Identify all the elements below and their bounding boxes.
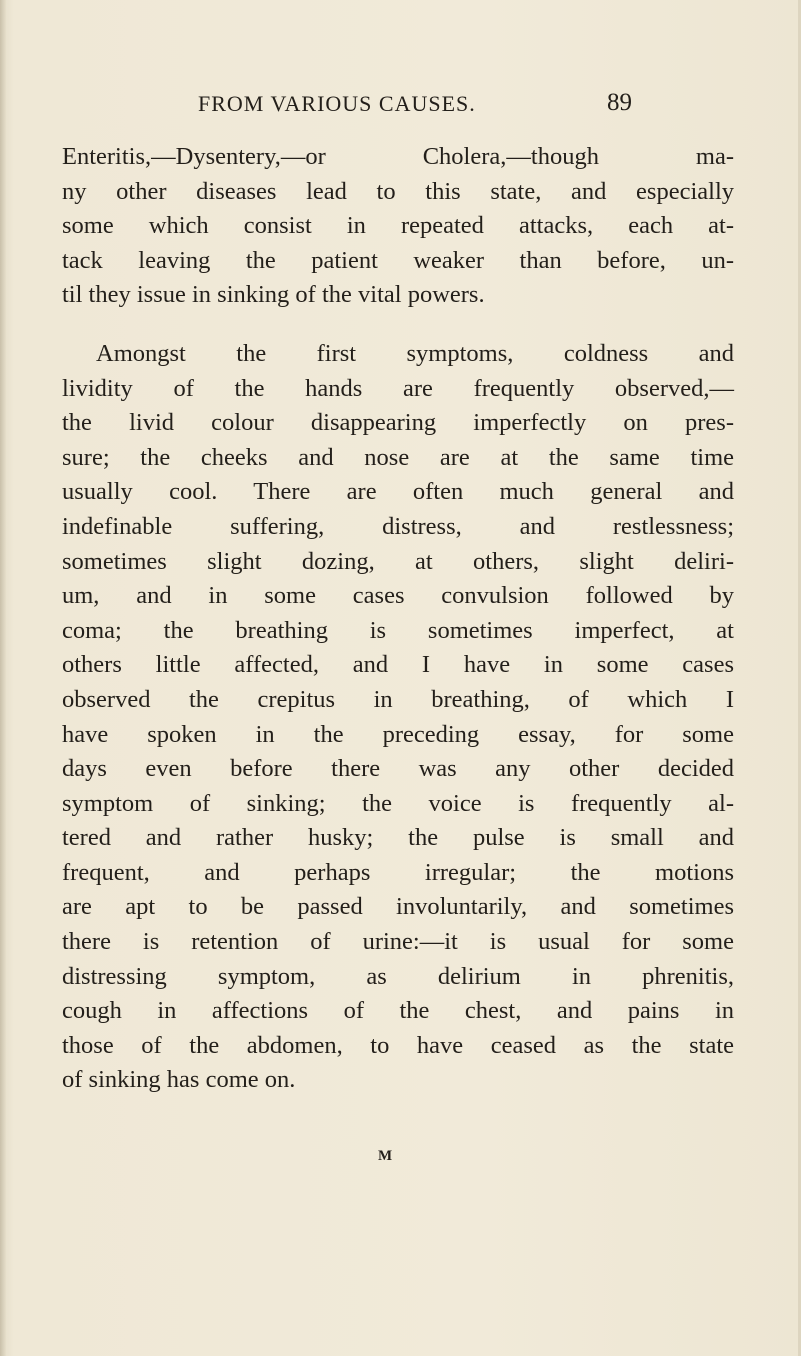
page-gutter-edge xyxy=(0,0,6,1356)
text-line: are apt to be passed involuntarily, and sometimes xyxy=(62,893,734,921)
running-title: FROM VARIOUS CAUSES. xyxy=(198,91,476,116)
text-line: frequent, and perhaps irregular; the motions xyxy=(62,858,734,886)
text-line: there is retention of urine:—it is usual for some xyxy=(62,928,734,956)
paragraph-1 xyxy=(62,140,734,313)
running-head xyxy=(100,91,740,123)
text-line: symptom of sinking; the voice is frequently al- xyxy=(62,789,734,817)
text-line: um, and in some cases convulsion followed by xyxy=(62,582,734,610)
text-line: coma; the breathing is sometimes imperfect, at xyxy=(62,616,734,644)
text-line: distressing symptom, as delirium in phrenitis, xyxy=(62,962,734,990)
text-line: Enteritis,—Dysentery,—or Cholera,—though ma- xyxy=(62,143,734,170)
text-line: have spoken in the preceding essay, for some xyxy=(62,720,734,748)
text-line: those of the abdomen, to have ceased as the state xyxy=(62,1031,734,1059)
body-text xyxy=(62,140,734,1098)
text-line: til they issue in sinking of the vital powers. xyxy=(62,281,485,309)
text-line: ny other diseases lead to this state, and especially xyxy=(62,177,734,205)
text-line: cough in affections of the chest, and pains in xyxy=(62,997,734,1025)
text-line: tered and rather husky; the pulse is small and xyxy=(62,824,734,852)
text-line: others little affected, and I have in some cases xyxy=(62,651,734,679)
paragraph-gap xyxy=(62,313,734,337)
text-line: tack leaving the patient weaker than before, un- xyxy=(62,246,734,274)
text-line: usually cool. There are often much general and xyxy=(62,478,734,506)
text-line: observed the crepitus in breathing, of which I xyxy=(62,685,734,713)
signature-mark: M xyxy=(378,1148,394,1164)
paragraph-2 xyxy=(62,337,734,1098)
text-line: sure; the cheeks and nose are at the same time xyxy=(62,443,734,471)
text-line: lividity of the hands are frequently observed,— xyxy=(62,374,734,402)
page-number: 89 xyxy=(607,89,632,116)
text-line: Amongst the first symptoms, coldness and xyxy=(96,339,734,367)
text-line: indefinable suffering, distress, and restlessness; xyxy=(62,512,734,540)
text-line: the livid colour disappearing imperfectly on pres- xyxy=(62,409,734,437)
text-line: days even before there was any other decided xyxy=(62,755,734,783)
text-line: some which consist in repeated attacks, each at- xyxy=(62,212,734,240)
text-line: of sinking has come on. xyxy=(62,1066,296,1094)
text-line: sometimes slight dozing, at others, slight deliri- xyxy=(62,547,734,575)
